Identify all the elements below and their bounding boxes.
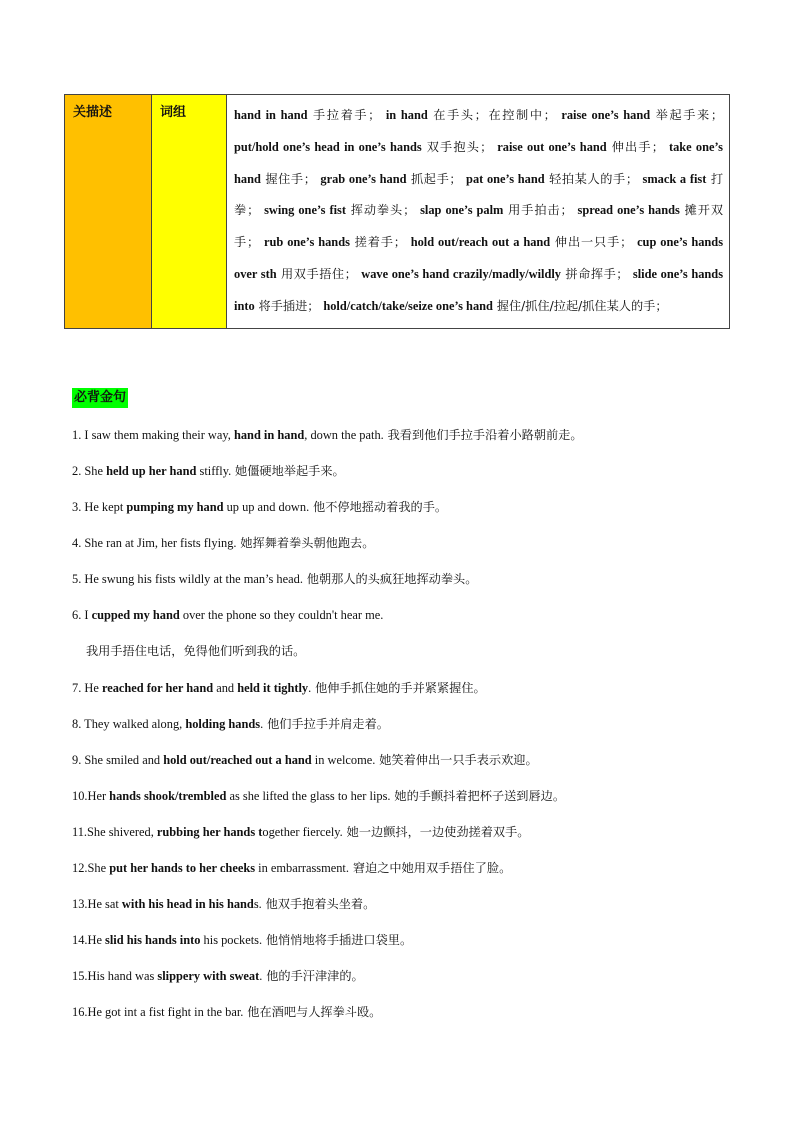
phrase-zh: 抓起手； [406, 171, 467, 186]
sentence-text: She [84, 464, 107, 478]
sentence-translation: 他们手拉手并肩走着。 [263, 717, 389, 731]
sentence-item [72, 679, 486, 697]
sentence-key-phrase: hand in hand [233, 428, 305, 442]
sentence-translation: 他伸手抓住她的手并紧紧握住。 [311, 681, 486, 695]
sentence-text: His hand was [87, 969, 158, 983]
phrase-en: raise one’s hand [561, 108, 651, 122]
sentence-text: He [87, 933, 106, 947]
phrase-zh: 将手插进； [254, 298, 324, 313]
sentence-number: 10. [72, 789, 88, 803]
sentence-text: his pockets. [200, 933, 263, 947]
phrase-en: hold out/reach out a hand [410, 235, 551, 250]
sentence-text: stiffly. [196, 464, 232, 478]
phrase-zh: 握住手； [260, 171, 321, 186]
sentence-key-phrase: put her hands to her cheeks [109, 861, 256, 875]
sentence-number: 14. [72, 933, 88, 947]
sentence-number: 1. [72, 428, 85, 442]
sentence-item [72, 931, 412, 949]
sentence-item [72, 534, 374, 552]
phrase-zh: 搓着手； [349, 235, 411, 250]
sentence-translation: 她笑着伸出一只手表示欢迎。 [375, 753, 538, 767]
sentence-translation: 她一边颤抖，一边使劲搓着双手。 [342, 825, 530, 839]
phrase-en: wave one’s hand crazily/madly/wildly [361, 266, 561, 281]
vocab-table [64, 94, 730, 329]
table-row [65, 95, 730, 329]
sentence-key-phrase: slippery with sweat [157, 969, 260, 983]
sentence-key-phrase: held up her hand [106, 464, 197, 478]
sentence-text: She smiled and [84, 753, 164, 767]
sentence-text: He got int a fist fight in the bar. [87, 1005, 244, 1019]
sentence-item [72, 715, 389, 733]
sentence-key-phrase: slid his hands into [105, 933, 201, 947]
sentence-item [86, 642, 305, 660]
phrase-zh: 握住/抓住/拉起/抓住某人的手； [492, 298, 668, 313]
sentence-number: 4. [72, 536, 85, 550]
sentence-translation: 她挥舞着拳头朝他跑去。 [236, 536, 375, 550]
sentence-number: 8. [72, 717, 85, 731]
sentence-translation: 他朝那人的头疯狂地挥动拳头。 [302, 572, 478, 586]
phrase-zh: 摊开双手； [234, 203, 724, 250]
sentence-number: 6. [72, 608, 85, 622]
sentence-translation: 她的手颤抖着把杯子送到唇边。 [390, 789, 566, 803]
sentence-item [72, 426, 583, 444]
phrase-zh: 挥动拳头； [345, 203, 421, 218]
sentence-text: He swung his fists wildly at the man’s head. [84, 572, 303, 586]
sentence-item [72, 606, 383, 624]
sentence-number: 11. [72, 825, 88, 839]
sentence-item [72, 967, 364, 985]
sentence-item [72, 1003, 381, 1021]
phrase-zh: 伸出一只手； [550, 235, 638, 250]
phrase-en: take one’s hand [234, 139, 723, 186]
phrase-zh: 在手头；在控制中； [427, 108, 562, 122]
sentence-translation: 我用手捂住电话，免得他们听到我的话。 [86, 644, 306, 658]
sentence-translation: 窘迫之中她用双手捂住了脸。 [348, 861, 512, 875]
sentence-text: over the phone so they couldn't hear me. [179, 608, 384, 622]
phrase-en: pat one’s hand [466, 171, 545, 186]
phrase-en: smack a fist [642, 171, 707, 186]
sentence-number: 7. [72, 681, 85, 695]
sentence-key-phrase: hold out/reached out a hand [163, 753, 312, 767]
sentence-item [72, 751, 538, 769]
sentence-text: He [84, 681, 102, 695]
sentence-text: I [84, 608, 92, 622]
sentence-item [72, 570, 477, 588]
sentence-text: ogether fiercely. [262, 825, 343, 839]
sentence-text: He kept [84, 500, 127, 514]
phrase-en: swing one’s fist [264, 203, 346, 218]
phrase-en: hand in hand [234, 108, 308, 122]
phrase-en: put/hold one’s head in one’s hands [234, 139, 422, 154]
sentence-text: . [260, 717, 264, 731]
phrase-en: hold/catch/take/seize one’s hand [323, 298, 493, 313]
sentence-text: He sat [87, 897, 122, 911]
phrase-en: raise out one’s hand [497, 139, 607, 154]
phrase-list [227, 95, 729, 328]
phrase-zh: 轻拍某人的手； [544, 171, 643, 186]
sentence-item [72, 462, 345, 480]
sentence-text: and [213, 681, 238, 695]
sentence-number: 3. [72, 500, 85, 514]
sentence-text: They walked along, [84, 717, 186, 731]
sentence-number: 2. [72, 464, 85, 478]
sentence-text: up up and down. [223, 500, 310, 514]
sentence-text: She ran at Jim, her fists flying. [84, 536, 237, 550]
phrase-en: slap one’s palm [420, 203, 504, 218]
section-heading: 必背金句 [72, 388, 128, 408]
sentence-number: 9. [72, 753, 85, 767]
sentence-key-phrase: held it tightly [237, 681, 309, 695]
phrase-en: spread one’s hands [577, 203, 680, 218]
sentence-text: Her [87, 789, 110, 803]
type-label: 词组 [160, 105, 187, 120]
phrase-zh: 举起手来； [650, 108, 724, 122]
sentence-text: . [308, 681, 312, 695]
sentence-key-phrase: cupped my hand [91, 608, 180, 622]
phrase-en: cup one’s hands over sth [234, 235, 724, 281]
sentence-number: 5. [72, 572, 85, 586]
phrase-cell [227, 95, 730, 329]
sentence-translation: 他在酒吧与人挥拳斗殴。 [243, 1005, 382, 1019]
sentence-number: 15. [72, 969, 88, 983]
sentence-key-phrase: rubbing her hands t [156, 825, 263, 839]
type-cell [152, 95, 227, 329]
sentence-number: 16. [72, 1005, 88, 1019]
sentence-translation: 他悄悄地将手插进口袋里。 [262, 933, 413, 947]
phrase-en: slide one’s hands into [234, 266, 724, 313]
sentence-translation: 他不停地摇动着我的手。 [309, 500, 448, 514]
phrase-zh: 伸出手； [606, 139, 669, 154]
sentence-text: I saw them making their way, [84, 428, 234, 442]
phrase-zh: 手拉着手； [307, 108, 386, 122]
phrase-en: in hand [385, 108, 428, 122]
sentence-text: as she lifted the glass to her lips. [226, 789, 391, 803]
phrase-zh: 打拳； [234, 171, 724, 218]
sentence-text: . [259, 969, 263, 983]
category-cell [65, 95, 152, 329]
sentence-key-phrase: holding hands [185, 717, 261, 731]
sentence-key-phrase: pumping my hand [126, 500, 224, 514]
phrase-en: grab one’s hand [320, 171, 407, 186]
sentence-key-phrase: with his head in his hand [121, 897, 254, 911]
sentence-translation: 我看到他们手拉手沿着小路朝前走。 [383, 428, 583, 442]
sentence-translation: 她僵硬地举起手来。 [231, 464, 345, 478]
sentence-translation: 他的手汗津津的。 [262, 969, 364, 983]
sentence-key-phrase: reached for her hand [101, 681, 214, 695]
sentence-translation: 他双手抱着头坐着。 [261, 897, 376, 911]
sentence-text: , down the path. [304, 428, 384, 442]
sentence-text: She shivered, [87, 825, 157, 839]
sentence-item [72, 787, 565, 805]
sentence-number: 12. [72, 861, 88, 875]
sentence-item [72, 823, 529, 841]
phrase-zh: 用双手捂住； [276, 266, 362, 281]
sentence-text: in welcome. [311, 753, 376, 767]
category-label: 关描述 [73, 105, 113, 120]
phrase-zh: 用手拍击； [503, 203, 578, 218]
sentence-number: 13. [72, 897, 88, 911]
phrase-en: rub one’s hands [263, 235, 350, 250]
sentence-text: s. [253, 897, 262, 911]
phrase-zh: 双手抱头； [421, 139, 498, 154]
sentence-text: in embarrassment. [255, 861, 349, 875]
sentence-item [72, 859, 511, 877]
sentence-item [72, 895, 375, 913]
sentence-key-phrase: hands shook/trembled [109, 789, 227, 803]
phrase-zh: 拼命挥手； [561, 266, 633, 281]
sentence-text: She [87, 861, 110, 875]
sentence-item [72, 498, 447, 516]
